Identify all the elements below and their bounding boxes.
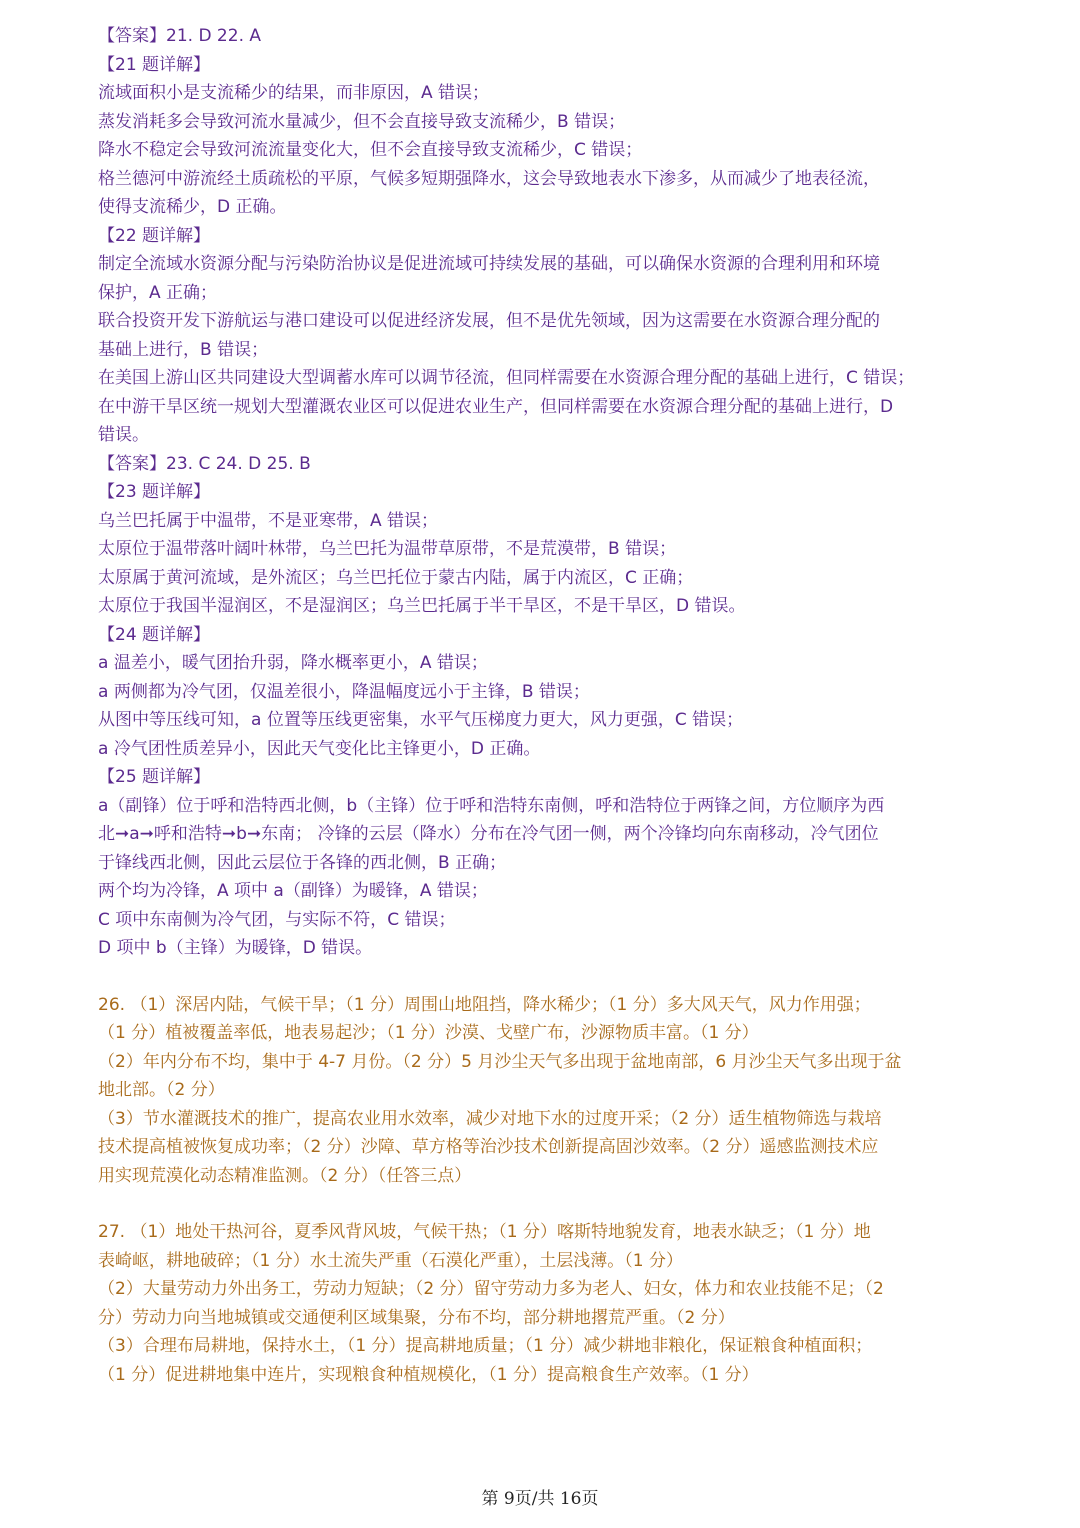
- q23-detail-title: 【23 题详解】: [98, 482, 211, 502]
- answer-header-23-25: 【答案】23. C 24. D 25. B: [98, 453, 311, 474]
- q21-line: 使得支流稀少，D 正确。: [98, 197, 287, 217]
- q21-line: 流域面积小是支流稀少的结果，而非原因，A 错误；: [98, 83, 490, 103]
- q27-line: 27. （1）地处干热河谷，夏季风背风坡，气候干热；（1 分）喀斯特地貌发育，地表水缺乏；（1 分）地: [98, 1222, 871, 1242]
- q25-detail-title: 【25 题详解】: [98, 767, 211, 787]
- q25-line: 于锋线西北侧，因此云层位于各锋的西北侧，B 正确；: [98, 852, 507, 873]
- q25-line: C 项中东南侧为冷气团，与实际不符，C 错误；: [98, 909, 456, 930]
- q23-line: 太原属于黄河流域，是外流区；乌兰巴托位于蒙古内陆，属于内流区，C 正确；: [98, 567, 694, 588]
- q22-line: 保护，A 正确；: [98, 282, 218, 303]
- q23-line: 太原位于我国半湿润区，不是湿润区；乌兰巴托属于半干旱区，不是干旱区，D 错误。: [98, 596, 746, 616]
- q25-line: 北➞a➞呼和浩特➞b➞东南； 冷锋的云层（降水）分布在冷气团一侧，两个冷锋均向东南移动，冷气团位: [98, 824, 879, 844]
- q22-line: 在美国上游山区共同建设大型调蓄水库可以调节径流，但同样需要在水资源合理分配的基础上进行，C 错误；: [98, 368, 915, 388]
- q24-line: a 冷气团性质差异小，因此天气变化比主锋更小，D 正确。: [98, 738, 541, 759]
- q22-line: 在中游干旱区统一规划大型灌溉农业区可以促进农业生产，但同样需要在水资源合理分配的基础上进行，D: [98, 396, 894, 417]
- answer-header-21-22: 【答案】21. D 22. A: [98, 26, 262, 46]
- q26-line: （1 分）植被覆盖率低，地表易起沙；（1 分）沙漠、戈壁广布，沙源物质丰富。（1 分）: [98, 1023, 759, 1043]
- q24-detail-title: 【24 题详解】: [98, 624, 211, 645]
- q26-line: （3）节水灌溉技术的推广，提高农业用水效率，减少对地下水的过度开采；（2 分）适生植物筛选与栽培: [98, 1108, 882, 1129]
- q21-line: 降水不稳定会导致河流流量变化大，但不会直接导致支流稀少，C 错误；: [98, 140, 643, 160]
- q26-line: （2）年内分布不均，集中于 4-7 月份。（2 分）5 月沙尘天气多出现于盆地南部，6 月沙尘天气多出现于盆: [98, 1051, 902, 1072]
- q24-line: 从图中等压线可知，a 位置等压线更密集，水平气压梯度力更大，风力更强，C 错误；: [98, 710, 744, 730]
- q23-line: 乌兰巴托属于中温带，不是亚寒带，A 错误；: [98, 510, 439, 531]
- q23-line: 太原位于温带落叶阔叶林带，乌兰巴托为温带草原带，不是荒漠带，B 错误；: [98, 539, 677, 559]
- q22-detail-title: 【22 题详解】: [98, 225, 211, 246]
- q26-line: 技术提高植被恢复成功率；（2 分）沙障、草方格等治沙技术创新提高固沙效率。（2 分）遥感监测技术应: [98, 1137, 879, 1157]
- q27-line: 分）劳动力向当地城镇或交通便利区域集聚，分布不均，部分耕地撂荒严重。（2 分）: [98, 1307, 735, 1328]
- q21-line: 格兰德河中游流经土质疏松的平原，气候多短期强降水，这会导致地表水下渗多，从而减少了地表径流，: [98, 168, 880, 189]
- q26-line: 用实现荒漠化动态精准监测。（2 分）（任答三点）: [98, 1165, 472, 1186]
- q25-line: 两个均为冷锋，A 项中 a（副锋）为暖锋，A 错误；: [98, 881, 488, 901]
- q22-line: 错误。: [98, 425, 149, 445]
- q27-line: （1 分）促进耕地集中连片，实现粮食种植规模化，（1 分）提高粮食生产效率。（1 分）: [98, 1364, 759, 1385]
- q26-line: 26. （1）深居内陆，气候干旱；（1 分）周围山地阻挡，降水稀少；（1 分）多大风天气，风力作用强；: [98, 994, 871, 1015]
- page-footer: 第 9页/共 16页: [481, 1489, 599, 1509]
- q22-line: 制定全流域水资源分配与污染防治协议是促进流域可持续发展的基础，可以确保水资源的合理利用和环境: [98, 254, 880, 274]
- q25-line: D 项中 b（主锋）为暖锋，D 错误。: [98, 938, 373, 958]
- answer-page: [98, 22, 988, 1389]
- q27-line: （3）合理布局耕地，保持水土，（1 分）提高耕地质量；（1 分）减少耕地非粮化，保证粮食种植面积；: [98, 1336, 873, 1356]
- section-spacer: [98, 1190, 988, 1218]
- section-spacer: [98, 963, 988, 991]
- q24-line: a 温差小，暖气团抬升弱，降水概率更小，A 错误；: [98, 653, 488, 673]
- q27-line: 表崎岖，耕地破碎；（1 分）水土流失严重（石漠化严重），土层浅薄。（1 分）: [98, 1250, 683, 1271]
- q25-line: a（副锋）位于呼和浩特西北侧，b（主锋）位于呼和浩特东南侧，呼和浩特位于两锋之间，方位顺序为西: [98, 795, 885, 816]
- q27-line: （2）大量劳动力外出务工，劳动力短缺；（2 分）留守劳动力多为老人、妇女，体力和农业技能不足；（2: [98, 1279, 884, 1299]
- q22-line: 基础上进行，B 错误；: [98, 339, 269, 360]
- q21-detail-title: 【21 题详解】: [98, 54, 211, 75]
- q21-line: 蒸发消耗多会导致河流水量减少，但不会直接导致支流稀少，B 错误；: [98, 111, 626, 132]
- q22-line: 联合投资开发下游航运与港口建设可以促进经济发展，但不是优先领域，因为这需要在水资源合理分配的: [98, 311, 880, 331]
- q26-line: 地北部。（2 分）: [98, 1080, 225, 1100]
- q24-line: a 两侧都为冷气团，仅温差很小，降温幅度远小于主锋，B 错误；: [98, 681, 590, 702]
